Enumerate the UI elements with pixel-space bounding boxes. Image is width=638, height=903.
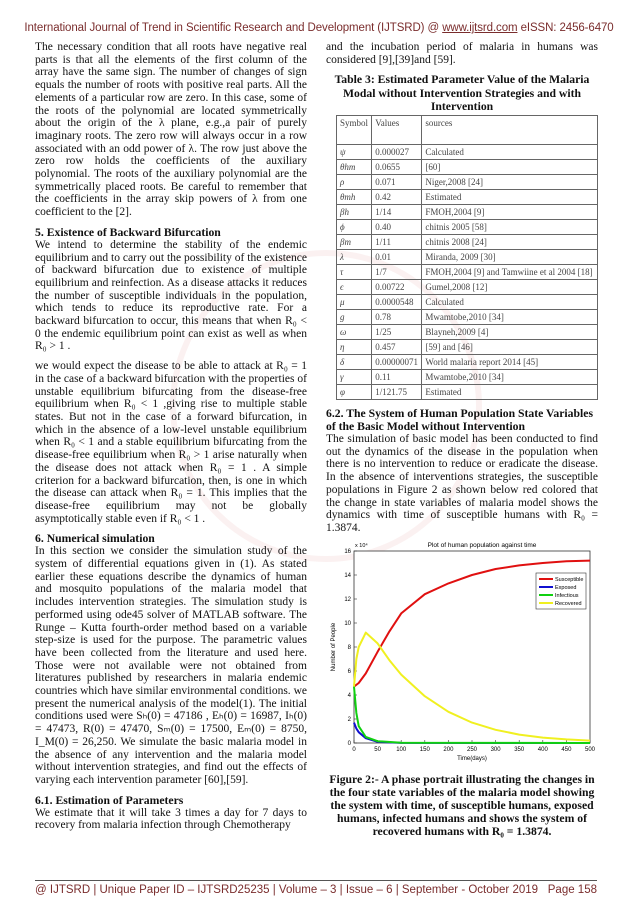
y-scale-label: x 10⁴ bbox=[355, 542, 368, 549]
paragraph-routh: The necessary condition that all roots have negative real parts is that all the elements of the first column of the array have the same sign. The number of changes of sign equals the number of roots with positive real parts. All the elements of a particular row are zero. In this case, some of the roots of the polynomial are located symmetrically about the origin of the λ plane, e.g.,a pair of purely imaginary roots. The zero row will always occur in a row associated with an odd power of λ. The row just above the zero row holds the coefficients of the auxiliary polynomial. The roots of the auxiliary polynomial are the symmetrically placed roots. Be careful to remember that the coefficients in the array skip powers of λ from one coefficient to the [2]. bbox=[35, 41, 307, 219]
table-row bbox=[337, 250, 598, 265]
table-row bbox=[337, 385, 598, 400]
cell-value: 1/11 bbox=[372, 235, 422, 250]
cell-value: 0.42 bbox=[372, 190, 422, 205]
cell-source: Miranda, 2009 [30] bbox=[422, 250, 598, 265]
table-row bbox=[337, 175, 598, 190]
section-5-heading: 5. Existence of Backward Bifurcation bbox=[35, 225, 221, 239]
cell-value: 0.000027 bbox=[372, 145, 422, 160]
x-tick-label: 0 bbox=[352, 746, 356, 753]
cell-source: Mwamtobe,2010 [34] bbox=[422, 370, 598, 385]
cell-source: [60] bbox=[422, 160, 598, 175]
cell-source: Estimated bbox=[422, 385, 598, 400]
table-row bbox=[337, 145, 598, 160]
cell-source: Calculated bbox=[422, 295, 598, 310]
table-row bbox=[337, 280, 598, 295]
cell-value: 0.0000548 bbox=[372, 295, 422, 310]
cell-value: 0.78 bbox=[372, 310, 422, 325]
y-tick-label: 2 bbox=[347, 716, 351, 723]
cell-source: FMOH,2004 [9] bbox=[422, 205, 598, 220]
paragraph-backward-detail: we would expect the disease to be able to attack at R₀ = 1 in the case of a backward bifurcation with the properties of unstable equilibrium bifurcating from the disease-free equilibrium when R₀ < 1 ,giving rise to multiple stable states. But not in the case of a forward bifurcation, in which in the absence of a low-level unstable equilibrium when R₀ < 1 and a stable equilibrium bifurcating from the disease-free equilibrium when R₀ > 1 arise naturally when the disease does not attack when R₀ = 1 . A simple criterion for a backward bifurcation, then, is one in which the disease can attack when R₀ = 1. This implies that the disease-free equilibrium may not be globally asymptotically stable even if R₀ < 1 . bbox=[35, 360, 307, 525]
paragraph-basic-model: The simulation of basic model has been conducted to find out the dynamics of the disease in the population when there is no intervention to reduce or eradicate the disease. In the absence of interventions strategies, the susceptible populations in Figure 2 as shown below red colored that the change in state variables of malaria model shows the dynamics with time of susceptible humans with R₀ = 1.3874. bbox=[326, 433, 598, 534]
table-row bbox=[337, 325, 598, 340]
x-tick-label: 250 bbox=[466, 746, 478, 753]
footer-info: @ IJTSRD | Unique Paper ID – IJTSRD25235 | Volume – 3 | Issue – 6 | September - October 2019 bbox=[35, 884, 539, 896]
cell-symbol: ω bbox=[337, 325, 372, 340]
paragraph-estimation: We estimate that it will take 3 times a day for 7 days to recovery from malaria infection through Chemotherapy bbox=[35, 806, 307, 832]
parameter-table bbox=[336, 115, 598, 400]
y-tick-label: 0 bbox=[347, 740, 351, 747]
page-number: Page 158 bbox=[547, 884, 597, 896]
y-axis-label: Number of People bbox=[331, 622, 337, 671]
cell-symbol: δ bbox=[337, 355, 372, 370]
cell-value: 0.0655 bbox=[372, 160, 422, 175]
cell-source: chitnis 2008 [24] bbox=[422, 235, 598, 250]
y-tick-label: 6 bbox=[347, 668, 351, 675]
cell-value: 0.01 bbox=[372, 250, 422, 265]
cell-source: World malaria report 2014 [45] bbox=[422, 355, 598, 370]
y-tick-label: 4 bbox=[347, 692, 351, 699]
cell-symbol: ψ bbox=[337, 145, 372, 160]
cell-source: [59] and [46] bbox=[422, 340, 598, 355]
cell-value: 0.40 bbox=[372, 220, 422, 235]
cell-symbol: φ bbox=[337, 385, 372, 400]
x-tick-label: 500 bbox=[584, 746, 596, 753]
y-tick-label: 12 bbox=[344, 596, 351, 603]
cell-symbol: η bbox=[337, 340, 372, 355]
cell-source: FMOH,2004 [9] and Tamwiine et al 2004 [18] bbox=[422, 265, 598, 280]
table-row bbox=[337, 265, 598, 280]
cell-symbol: θmh bbox=[337, 190, 372, 205]
issn: eISSN: 2456-6470 bbox=[517, 22, 614, 34]
x-tick-label: 150 bbox=[419, 746, 430, 753]
table-row bbox=[337, 235, 598, 250]
table-row bbox=[337, 295, 598, 310]
x-tick-label: 50 bbox=[374, 746, 381, 753]
table-row bbox=[337, 205, 598, 220]
legend-label: Recovered bbox=[555, 600, 582, 607]
table-caption: Table 3: Estimated Parameter Value of the Malaria Modal without Intervention Strategies and with Intervention bbox=[334, 73, 590, 113]
cell-source: chitnis 2005 [58] bbox=[422, 220, 598, 235]
cell-value: 0.071 bbox=[372, 175, 422, 190]
cell-symbol: ϵ bbox=[337, 280, 372, 295]
table-row bbox=[337, 310, 598, 325]
cell-source: Calculated bbox=[422, 145, 598, 160]
x-tick-label: 100 bbox=[396, 746, 407, 753]
cell-symbol: ρ bbox=[337, 175, 372, 190]
page-footer bbox=[35, 880, 597, 896]
right-column bbox=[326, 41, 598, 839]
table-row bbox=[337, 220, 598, 235]
section-6-heading: 6. Numerical simulation bbox=[35, 532, 155, 546]
population-line-chart bbox=[326, 537, 598, 773]
column-header-symbol: Symbol bbox=[337, 116, 372, 145]
table-row bbox=[337, 190, 598, 205]
cell-symbol: ϕ bbox=[337, 220, 372, 235]
table-row bbox=[337, 340, 598, 355]
journal-url-link[interactable]: www.ijtsrd.com bbox=[442, 22, 518, 34]
cell-source: Blayneh,2009 [4] bbox=[422, 325, 598, 340]
cell-value: 1/7 bbox=[372, 265, 422, 280]
cell-value: 1/14 bbox=[372, 205, 422, 220]
x-tick-label: 350 bbox=[514, 746, 525, 753]
x-tick-label: 450 bbox=[561, 746, 572, 753]
cell-source: Mwamtobe,2010 [34] bbox=[422, 310, 598, 325]
column-header-values: Values bbox=[372, 116, 422, 145]
cell-symbol: λ bbox=[337, 250, 372, 265]
figure-caption: Figure 2:- A phase portrait illustrating the changes in the four state variables of the malaria model showing the system with time, of susceptible humans, exposed humans, infected humans and shows the system of recovered humans with R₀ = 1.3874. bbox=[329, 772, 595, 839]
cell-value: 1/121.75 bbox=[372, 385, 422, 400]
x-tick-label: 200 bbox=[443, 746, 454, 753]
table-row bbox=[337, 355, 598, 370]
section-6-1-heading: 6.1. Estimation of Parameters bbox=[35, 793, 184, 807]
cell-value: 0.11 bbox=[372, 370, 422, 385]
cell-symbol: βm bbox=[337, 235, 372, 250]
paragraph-incubation: and the incubation period of malaria in humans was considered [9],[39]and [59]. bbox=[326, 41, 598, 66]
cell-symbol: βh bbox=[337, 205, 372, 220]
x-tick-label: 400 bbox=[537, 746, 548, 753]
y-tick-label: 16 bbox=[344, 548, 351, 555]
section-6-2-heading: 6.2. The System of Human Population State Variables of the Basic Model without Intervention bbox=[326, 407, 594, 434]
y-tick-label: 10 bbox=[344, 620, 351, 627]
cell-symbol: θhm bbox=[337, 160, 372, 175]
cell-source: Gumel,2008 [12] bbox=[422, 280, 598, 295]
y-tick-label: 14 bbox=[344, 572, 351, 579]
paragraph-backward-intro: We intend to determine the stability of the endemic equilibrium and to carry out the possibility of the existence of backward bifurcation due to existence of multiple equilibrium and reinfection. As a disease attacks it reduces the number of susceptible individuals in the population, which tends to reduce its reproductive rate. For a backward bifurcation to occur, this means that when R₀ < 0 the endemic equilibrium point can exist as well as when R₀ > 1 . bbox=[35, 238, 307, 353]
cell-symbol: γ bbox=[337, 370, 372, 385]
running-header bbox=[0, 22, 638, 34]
journal-name: International Journal of Trend in Scientific Research and Development (IJTSRD) @ bbox=[24, 22, 443, 34]
table-row bbox=[337, 160, 598, 175]
cell-value: 1/25 bbox=[372, 325, 422, 340]
chart-title: Plot of human population against time bbox=[427, 541, 537, 549]
column-header-sources: sources bbox=[422, 116, 598, 145]
legend-label: Susceptible bbox=[555, 576, 584, 583]
x-tick-label: 300 bbox=[490, 746, 501, 753]
table-row bbox=[337, 370, 598, 385]
y-tick-label: 8 bbox=[347, 644, 351, 651]
legend-label: Exposed bbox=[555, 584, 577, 591]
cell-value: 0.00722 bbox=[372, 280, 422, 295]
cell-symbol: g bbox=[337, 310, 372, 325]
paragraph-simulation: In this section we consider the simulation study of the system of differential equations given in (1). As stated earlier these equations describe the dynamics of human and mosquito populations of the malaria model that includes intervention strategies. The simulation study is performed using ode45 solver of MATLAB software. The Runge – Kutta fourth-order method based on a variable step-size is used for the purpose. The parametric values have been collected from the literature and used here. Those were not available were not obtained from literatures published by researchers in malaria endemic countries which have similar environmental conditions. we present the numerical analysis of the model(1). The initial conditions used were Sₕ(0) = 47186 , Eₕ(0) = 16987, Iₕ(0) = 47473, R(0) = 47470, Sₘ(0) = 17500, Eₘ(0) = 8750, I_M(0) = 26,250. We simulate the basic malaria model in the absence of any intervention and the malaria model without intervention strategies, and find out the effects of varying each intervention parameter [60],[59]. bbox=[35, 545, 307, 786]
cell-value: 0.00000071 bbox=[372, 355, 422, 370]
x-axis-label: Time(days) bbox=[457, 755, 487, 762]
left-column bbox=[35, 41, 307, 832]
cell-symbol: τ bbox=[337, 265, 372, 280]
cell-symbol: μ bbox=[337, 295, 372, 310]
cell-source: Estimated bbox=[422, 190, 598, 205]
cell-source: Niger,2008 [24] bbox=[422, 175, 598, 190]
legend-label: Infectious bbox=[555, 592, 579, 599]
cell-value: 0.457 bbox=[372, 340, 422, 355]
